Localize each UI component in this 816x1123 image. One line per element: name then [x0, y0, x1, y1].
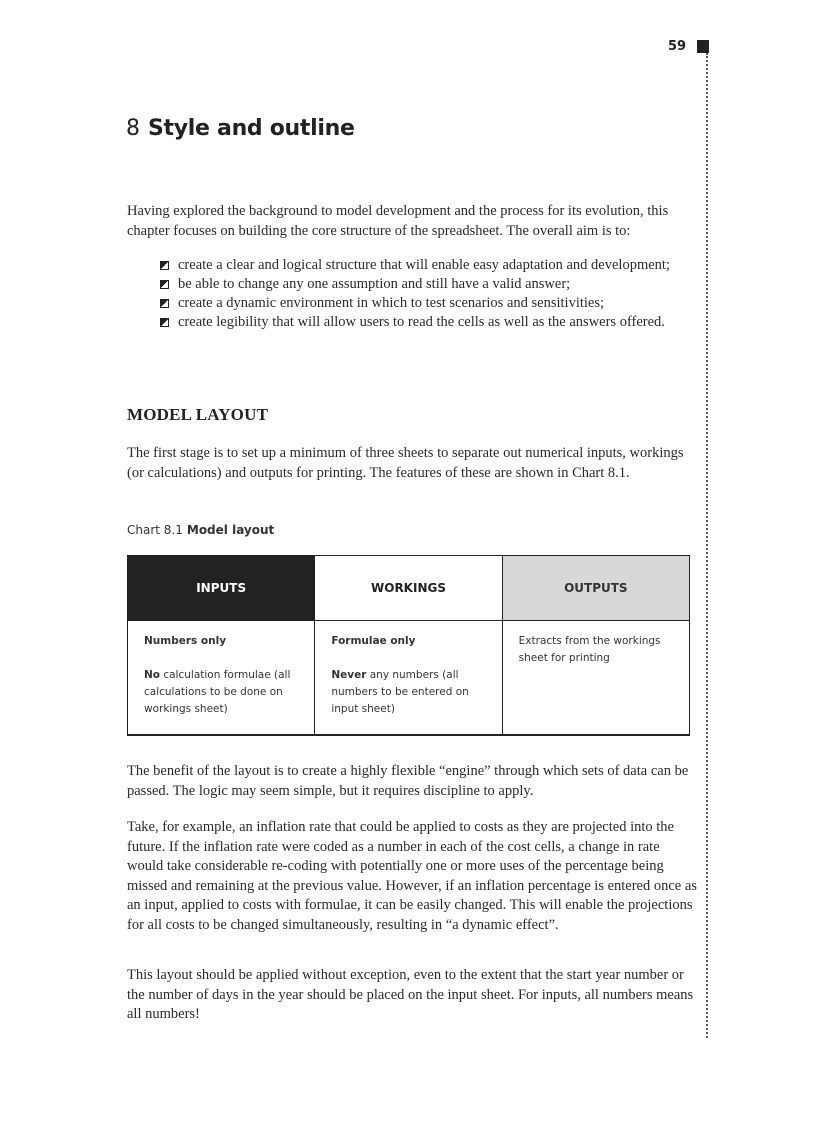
page-number: 59: [668, 39, 687, 54]
workings-note-lead: Never: [331, 669, 367, 681]
body-paragraph-example: Take, for example, an inflation rate that could be applied to costs as they are projected into the future. If the inflation rate were coded as a number in each of the cost cells, a change in rate would take considerable re-coding with potentially one or more uses of the percentage being missed and remaining at the previous value. However, if an inflation percentage is entered once as an input, applied to costs with formulae, it can be easily changed. This will enable the projections for all costs to be changed simultaneously, resulting in “a dynamic effect”.: [127, 819, 697, 933]
outputs-header: OUTPUTS: [502, 556, 689, 621]
list-item-text: create a dynamic environment in which to test scenarios and sensitivities;: [178, 295, 605, 311]
workings-note: [331, 667, 485, 718]
section-paragraph: The first stage is to set up a minimum of three sheets to separate out numerical inputs, workings (or calculations) and outputs for printing. The features of these are shown in Chart 8.1.: [127, 445, 684, 481]
list-item: [159, 313, 699, 332]
workings-cell: [315, 621, 502, 736]
inputs-rule: Numbers only: [144, 635, 227, 647]
bullet-icon: [160, 261, 169, 270]
body-paragraph-rule: This layout should be applied without exception, even to the extent that the start year number or the number of days in the year should be placed on the input sheet. For inputs, all numbers means all numbers!: [127, 967, 694, 1022]
page-edge-rule: [706, 53, 708, 1038]
table-row: [128, 621, 690, 736]
inputs-note-text: calculation formulae (all calculations to be done on workings sheet): [144, 669, 291, 715]
page-tab-marker: [697, 40, 709, 53]
list-item: [159, 294, 699, 313]
workings-rule: Formulae only: [331, 635, 416, 647]
outputs-note: Extracts from the workings sheet for printing: [518, 635, 661, 664]
list-item-text: be able to change any one assumption and still have a valid answer;: [178, 276, 571, 292]
bullet-icon: [160, 299, 169, 308]
table-header-row: [128, 556, 690, 621]
aims-list: [159, 256, 699, 332]
body-paragraph-benefit: The benefit of the layout is to create a highly flexible “engine” through which sets of data can be passed. The logic may seem simple, but it requires discipline to apply.: [127, 763, 689, 799]
inputs-header: INPUTS: [128, 556, 315, 621]
list-item-text: create legibility that will allow users to read the cells as well as the answers offered.: [178, 314, 665, 330]
bullet-icon: [160, 318, 169, 327]
outputs-cell: [502, 621, 689, 736]
inputs-note-lead: No: [144, 669, 161, 681]
chapter-title-text: Style and outline: [148, 116, 355, 141]
bullet-icon: [160, 280, 169, 289]
intro-paragraph: Having explored the background to model development and the process for its evolution, this chapter focuses on building the core structure of the spreadsheet. The overall aim is to:: [127, 203, 669, 239]
workings-note-text: any numbers (all numbers to be entered on input sheet): [331, 669, 469, 715]
chart-caption-title: Model layout: [186, 523, 275, 537]
model-layout-table: [127, 555, 690, 736]
list-item: [159, 256, 699, 275]
section-heading: MODEL LAYOUT: [127, 405, 269, 424]
workings-header: WORKINGS: [315, 556, 502, 621]
chart-caption-prefix: Chart 8.1: [127, 523, 183, 537]
list-item: [159, 275, 699, 294]
inputs-cell: [128, 621, 315, 736]
chapter-title: [126, 116, 355, 141]
chapter-number: 8: [126, 116, 140, 141]
chart-caption: [127, 523, 274, 537]
list-item-text: create a clear and logical structure that will enable easy adaptation and development;: [178, 257, 670, 273]
inputs-note: [144, 667, 298, 718]
